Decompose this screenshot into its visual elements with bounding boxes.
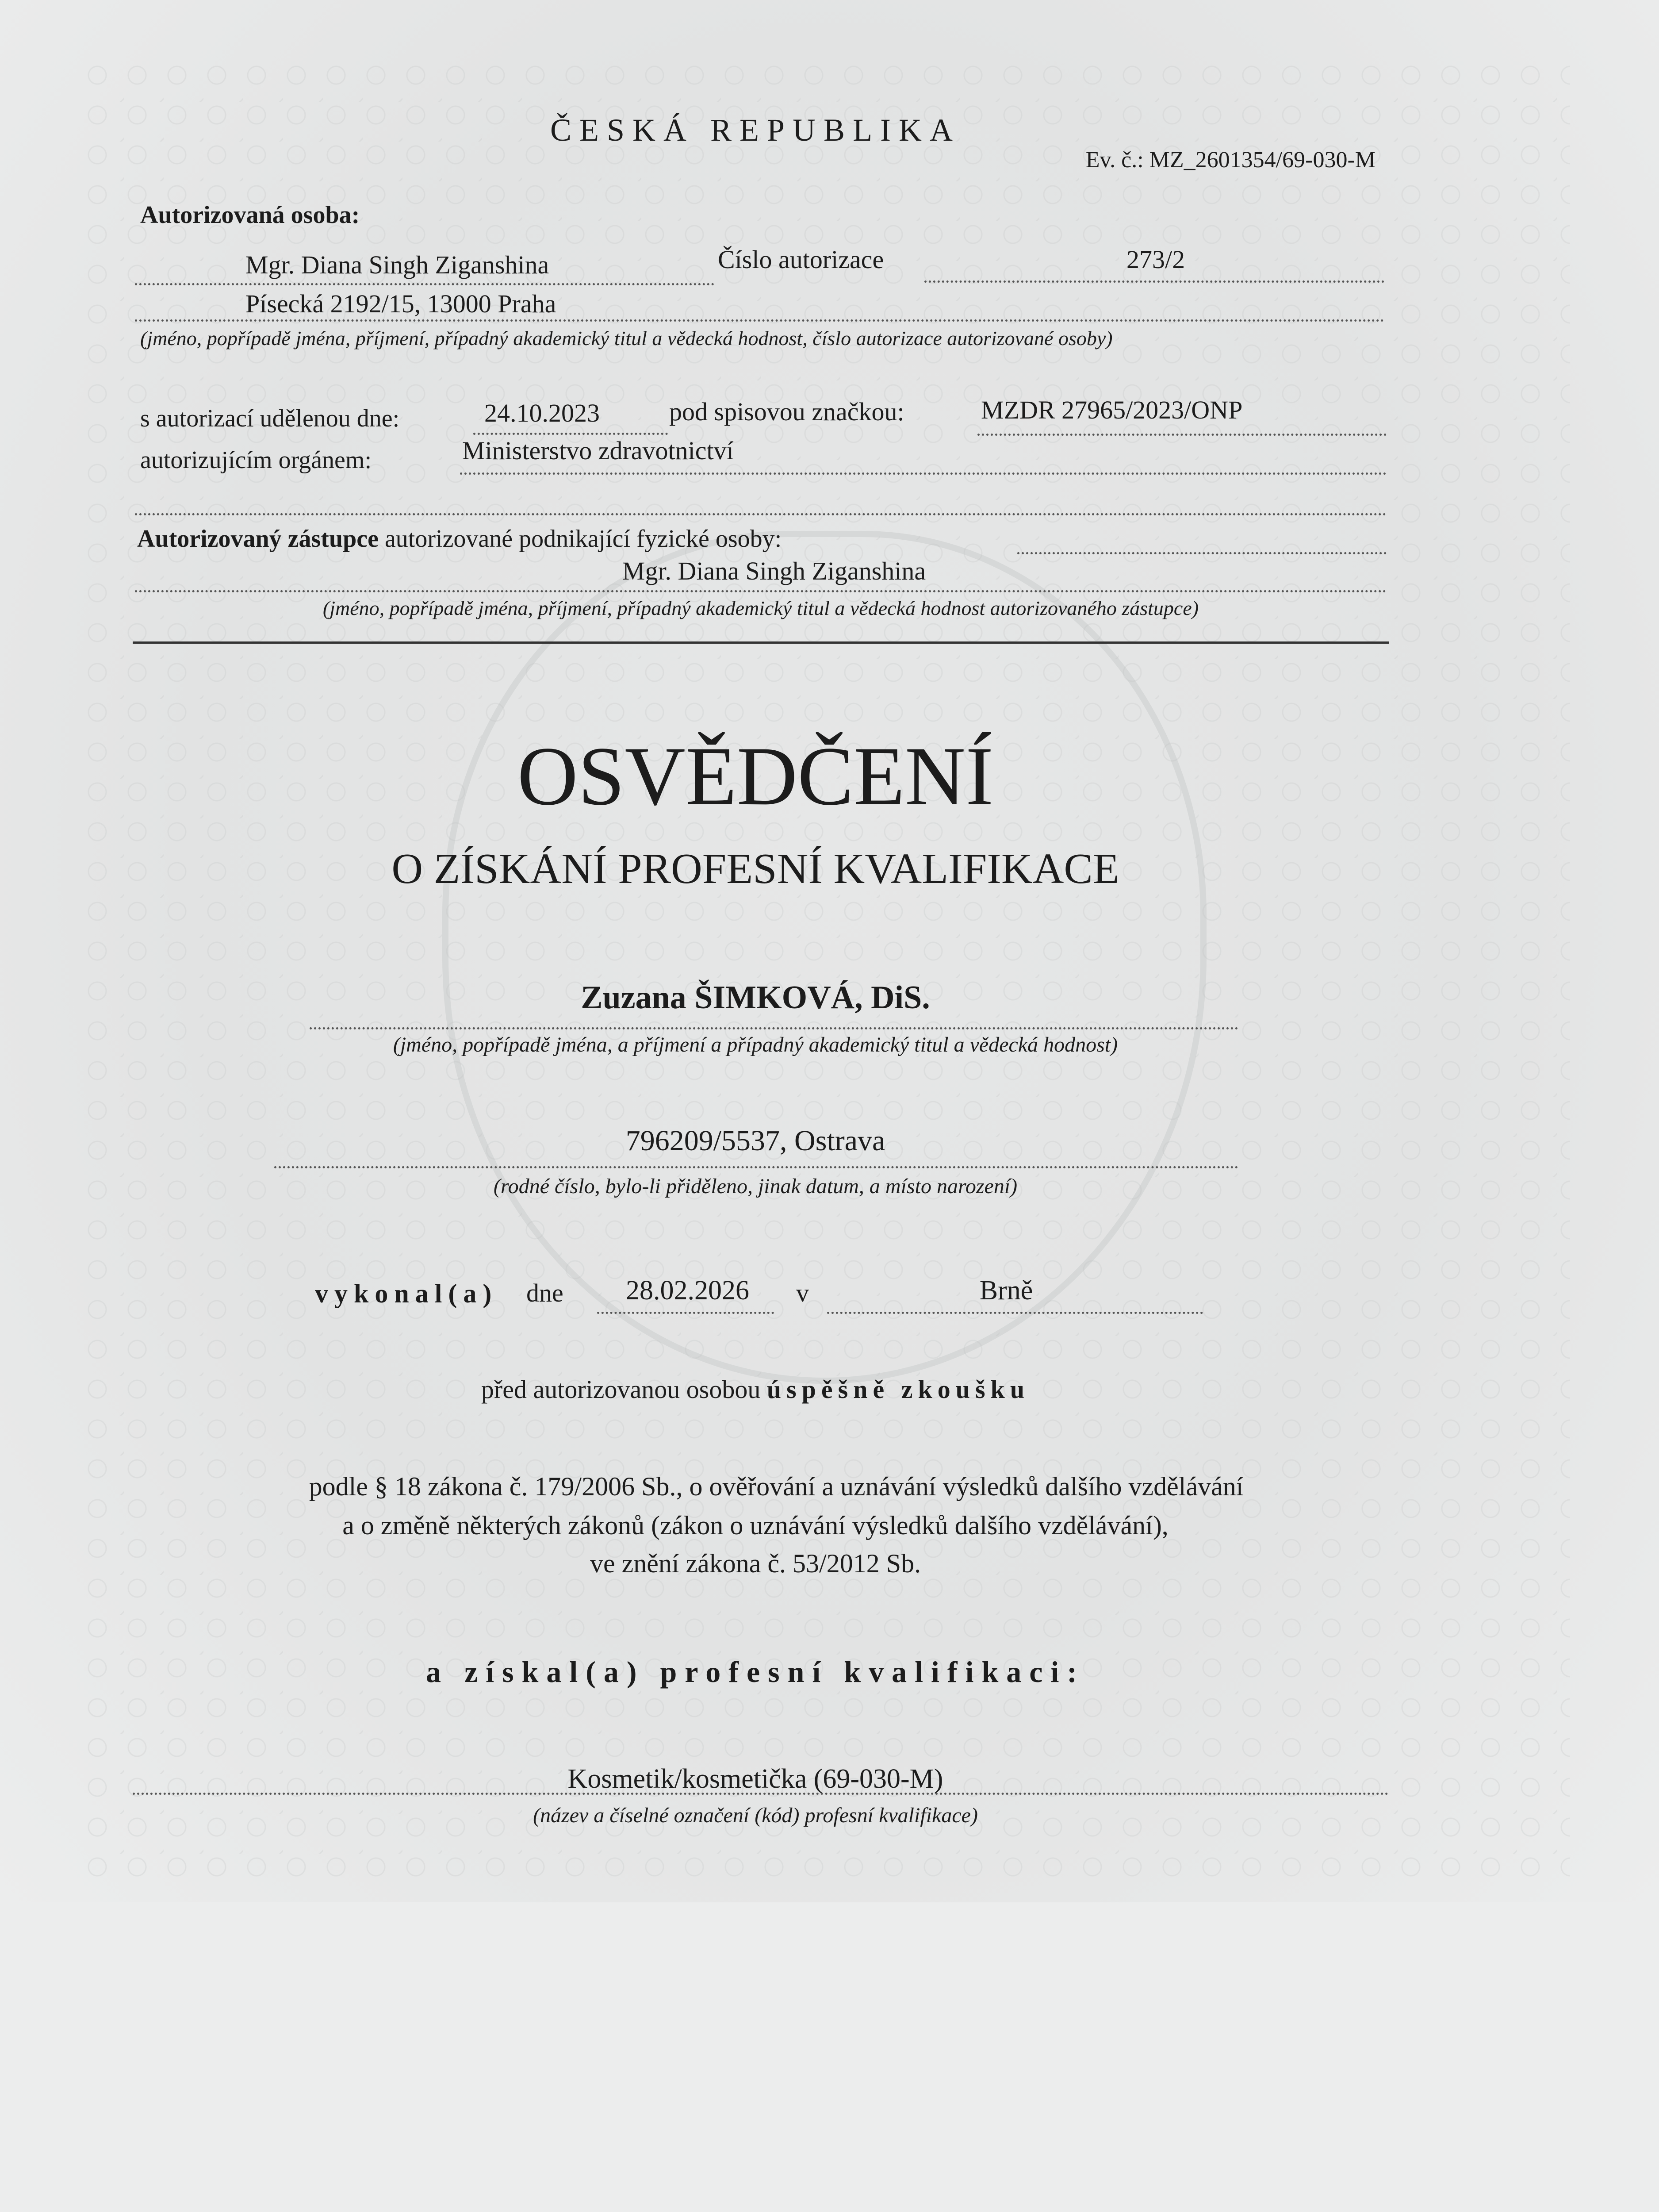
authority: Ministerstvo zdravotnictví bbox=[462, 436, 734, 465]
representative-heading-rest: autorizované podnikající fyzické osoby: bbox=[384, 525, 782, 553]
holder-caption: (jméno, popřípadě jména, a příjmení a případný akademický titul a vědecká hodnost) bbox=[393, 1033, 1118, 1056]
dotted-line bbox=[827, 1312, 1203, 1314]
authorized-person-heading: Autorizovaná osoba: bbox=[140, 201, 360, 229]
dotted-line bbox=[135, 590, 1387, 592]
law-line-1: podle § 18 zákona č. 179/2006 Sb., o ověřování a uznávání výsledků dalšího vzdělávání bbox=[309, 1472, 1244, 1501]
before-text: před autorizovanou osobou bbox=[481, 1375, 761, 1404]
granted-label: s autorizací udělenou dne: bbox=[140, 405, 400, 432]
dotted-line bbox=[924, 280, 1384, 283]
evidence-number: Ev. č.: MZ_2601354/69-030-M bbox=[1085, 147, 1375, 173]
representative-caption: (jméno, popřípadě jména, příjmení, případný akademický titul a vědecká hodnost autorizovaného zástupce) bbox=[322, 597, 1199, 619]
birth-caption: (rodné číslo, bylo-li přiděleno, jinak datum, a místo narození) bbox=[493, 1175, 1018, 1198]
exam-place: Brně bbox=[979, 1275, 1033, 1306]
representative-heading bbox=[137, 526, 782, 551]
dotted-line bbox=[135, 513, 1387, 515]
authorization-number-label: Číslo autorizace bbox=[718, 245, 884, 274]
dotted-line bbox=[597, 1312, 774, 1314]
dotted-line bbox=[473, 433, 668, 435]
qualification: Kosmetik/kosmetička (69-030-M) bbox=[567, 1764, 943, 1794]
holder-name: Zuzana ŠIMKOVÁ, DiS. bbox=[581, 979, 930, 1016]
performed-label: vykonal(a) bbox=[315, 1279, 498, 1308]
granted-date: 24.10.2023 bbox=[484, 399, 600, 427]
birth-info: 796209/5537, Ostrava bbox=[625, 1125, 885, 1157]
dotted-line bbox=[977, 434, 1387, 436]
authority-label: autorizujícím orgánem: bbox=[140, 446, 372, 474]
obtained-label: a získal(a) profesní kvalifikaci: bbox=[426, 1655, 1085, 1689]
exam-date: 28.02.2026 bbox=[626, 1275, 749, 1306]
dotted-line bbox=[1017, 552, 1387, 554]
success-text: úspěšně zkoušku bbox=[766, 1375, 1030, 1404]
file-number: MZDR 27965/2023/ONP bbox=[981, 396, 1243, 424]
dotted-line bbox=[310, 1027, 1238, 1029]
authorized-person-address: Písecká 2192/15, 13000 Praha bbox=[245, 289, 556, 318]
section-divider bbox=[133, 641, 1389, 644]
dotted-line bbox=[274, 1166, 1238, 1168]
certificate-title: OSVĚDČENÍ bbox=[517, 730, 994, 823]
in-label: v bbox=[796, 1279, 809, 1307]
dotted-line bbox=[135, 319, 1384, 322]
qualification-caption: (název a číselné označení (kód) profesní kvalifikace) bbox=[533, 1804, 978, 1827]
state-emblem-watermark bbox=[442, 531, 1207, 1384]
dotted-line bbox=[133, 1793, 1389, 1795]
authorized-person-caption: (jméno, popřípadě jména, příjmení, případný akademický titul a vědecká hodnost, číslo autorizace autorizované osoby) bbox=[140, 327, 1113, 349]
authorized-person-name: Mgr. Diana Singh Ziganshina bbox=[245, 250, 549, 279]
law-line-2: a o změně některých zákonů (zákon o uznávání výsledků dalšího vzdělávání), bbox=[342, 1511, 1169, 1540]
law-line-3: ve znění zákona č. 53/2012 Sb. bbox=[590, 1549, 921, 1578]
dotted-line bbox=[135, 283, 714, 285]
on-label: dne bbox=[526, 1279, 563, 1307]
representative-name: Mgr. Diana Singh Ziganshina bbox=[622, 557, 926, 585]
authorization-number: 273/2 bbox=[1126, 245, 1185, 274]
dotted-line bbox=[460, 472, 1387, 475]
representative-heading-bold: Autorizovaný zástupce bbox=[137, 525, 379, 553]
country-heading: ČESKÁ REPUBLIKA bbox=[550, 112, 961, 148]
before-line bbox=[481, 1377, 1030, 1402]
certificate-subtitle: O ZÍSKÁNÍ PROFESNÍ KVALIFIKACE bbox=[391, 845, 1119, 893]
file-number-label: pod spisovou značkou: bbox=[669, 397, 904, 426]
